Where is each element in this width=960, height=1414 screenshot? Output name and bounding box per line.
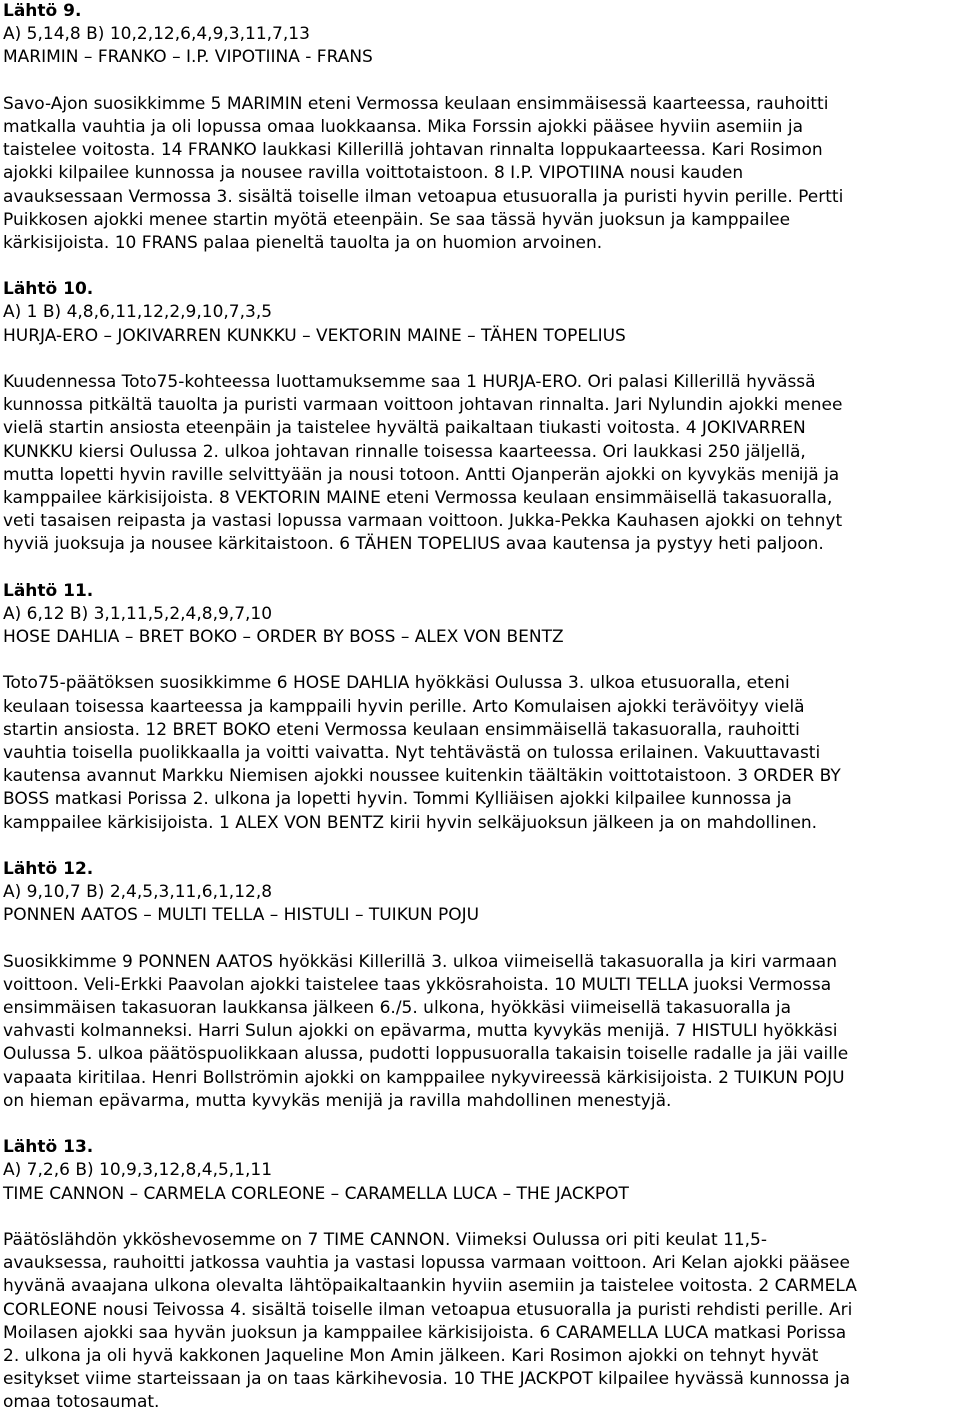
race-text-line: ajokki kilpailee kunnossa ja nousee ravilla voittotaistoon. 8 I.P. VIPOTIINA nousi kauden [3,163,744,184]
race-text-line: avauksessaan Vermossa 3. sisältä toiselle ilman vetoapua etusuoralla ja puristi hyvin perille. Pertti [3,186,844,207]
race-text-line: kärkisijoista. 10 FRANS palaa pieneltä tauolta ja on huomion arvoinen. [3,232,603,253]
race-text-line: vielä startin ansiosta eteenpäin ja taistelee hyvältä paikaltaan tiukasti voitosta. 4 JOKIVARREN [3,418,806,439]
race-text-line: on hieman epävarma, mutta kyvykäs menijä ja ravilla mahdollinen menestyjä. [3,1090,672,1111]
spacer [3,348,957,371]
race-text-line: Savo-Ajon suosikkimme 5 MARIMIN eteni Vermossa keulaan ensimmäisessä kaarteessa, rauhoitti [3,93,829,114]
race-text-line: Kuudennessa Toto75-kohteessa luottamuksemme saa 1 HURJA-ERO. Ori palasi Killerillä hyvässä [3,372,816,392]
race-section-11 [3,580,957,858]
spacer [3,70,957,93]
race-section-10 [3,278,957,579]
race-text-line: keulaan toisessa kaarteessa ja kamppaili hyvin perille. Arto Komulaisen ajokki terävöityy vielä [3,696,805,717]
race-picks: A) 1 B) 4,8,6,11,12,2,9,10,7,3,5 [3,302,273,323]
race-text-line: esitykset viime starteissaan ja on taas kärkihevosia. 10 THE JACKPOT kilpailee hyvässä kunnossa ja [3,1369,851,1390]
spacer [3,835,957,858]
race-section-9 [3,0,957,278]
race-text-line: kamppailee kärkisijoista. 1 ALEX VON BENTZ kirii hyvin selkäjuoksun jälkeen ja on mahdollinen. [3,812,818,833]
race-text-line: kunnossa pitkältä tauolta ja puristi varmaan voittoon johtavan rinnalta. Jari Nylundin ajokki menee [3,395,843,416]
race-section-13 [3,1136,957,1414]
race-horses: MARIMIN – FRANKO – I.P. VIPOTIINA - FRANS [3,47,373,68]
race-heading: Lähtö 9. [3,1,82,21]
race-text-line: vahvasti kolmanneksi. Harri Sulun ajokki on epävarma, mutta kyvykäs menijä. 7 HISTULI hyökkäsi [3,1021,838,1042]
race-horses: TIME CANNON – CARMELA CORLEONE – CARAMELLA LUCA – THE JACKPOT [3,1183,629,1204]
race-text-line: Päätöslähdön ykköshevosemme on 7 TIME CANNON. Viimeksi Oulussa ori piti keulat 11,5- [3,1229,768,1250]
race-text-line: startin ansiosta. 12 BRET BOKO eteni Vermossa keulaan ensimmäisellä takasuoralla, rauhoitti [3,719,800,740]
spacer [3,557,957,580]
race-text-line: matkalla vauhtia ja oli lopussa omaa luokkaansa. Mika Forssin ajokki pääsee hyviin asemiin ja [3,116,803,137]
race-text-line: veti tasaisen reipasta ja vastasi lopussa varmaan voittoon. Jukka-Pekka Kauhasen ajokki on tehnyt [3,511,843,532]
race-text-line: avauksessa, rauhoitti jatkossa vauhtia ja vastasi lopussa varmaan voittoon. Ari Kelan ajokki pääsee [3,1253,850,1274]
race-text-line: Puikkosen ajokki menee startin myötä eteenpäin. Se saa tässä hyvän juoksun ja kamppailee [3,209,791,230]
race-text-line: vauhtia toisella puolikkaalla ja voitti vaivatta. Nyt tehtävästä on tulossa erilainen. Vakuuttavasti [3,743,821,763]
spacer [3,928,957,951]
race-text-line: mutta lopetti hyvin raville selvittyään ja nousi totoon. Antti Ojanperän ajokki on kyvykäs menijä ja [3,464,840,485]
race-text-line: Moilasen ajokki saa hyvän juoksun ja kamppailee kärkisijoista. 6 CARAMELLA LUCA matkasi Porissa [3,1322,847,1343]
race-horses: HURJA-ERO – JOKIVARREN KUNKKU – VEKTORIN MAINE – TÄHEN TOPELIUS [3,325,626,346]
race-text-line: omaa totosaumat. [3,1392,160,1413]
race-text-line: Suosikkimme 9 PONNEN AATOS hyökkäsi Killerillä 3. ulkoa viimeisellä takasuoralla ja kiri varmaan [3,951,837,972]
race-text-line: Oulussa 5. ulkoa päätöspuolikkaan alussa, pudotti loppusuoralla takaisin toiselle radalle ja jäi vaille [3,1044,849,1065]
race-heading: Lähtö 13. [3,1137,94,1158]
race-text-line: CORLEONE nousi Teivossa 4. sisältä toiselle ilman vetoapua etusuoralla ja puristi rehdisti perille. Ari [3,1299,853,1320]
race-text-line: hyviä juoksuja ja nousee kärkitaistoon. 6 TÄHEN TOPELIUS avaa kautensa ja pystyy heti paljoon. [3,534,824,555]
race-text-line: voittoon. Veli-Erkki Paavolan ajokki taistelee taas ykkösrahoista. 10 MULTI TELLA juoksi Vermossa [3,974,832,995]
race-heading: Lähtö 11. [3,580,94,601]
race-horses: PONNEN AATOS – MULTI TELLA – HISTULI – TUIKUN POJU [3,905,480,926]
race-text-line: vapaata kiritilaa. Henri Bollströmin ajokki on kamppailee nykyvireessä kärkisijoista. 2 TUIKUN POJU [3,1067,845,1088]
race-text-line: kamppailee kärkisijoista. 8 VEKTORIN MAINE eteni Vermossa keulaan ensimmäisellä takasuoralla, [3,487,833,508]
race-picks: A) 7,2,6 B) 10,9,3,12,8,4,5,1,11 [3,1160,273,1181]
race-heading: Lähtö 12. [3,858,94,879]
race-text-line: 2. ulkona ja oli hyvä kakkonen Jaqueline Mon Amin jälkeen. Kari Rosimon ajokki on tehnyt hyvät [3,1345,819,1366]
race-text-line: kautensa avannut Markku Niemisen ajokki noussee kuitenkin täältäkin voittotaistoon. 3 ORDER BY [3,766,841,787]
race-heading: Lähtö 10. [3,279,94,300]
race-text-line: Toto75-päätöksen suosikkimme 6 HOSE DAHLIA hyökkäsi Oulussa 3. ulkoa etusuoralla, eteni [3,673,790,694]
race-text-line: taistelee voitosta. 14 FRANKO laukkasi Killerillä johtavan rinnalta loppukaarteessa. Kari Rosimon [3,140,823,161]
race-text-line: ensimmäisen takasuoran laukkansa jälkeen 6./5. ulkona, hyökkäsi viimeisellä takasuoralla ja [3,998,792,1019]
race-section-12 [3,858,957,1136]
race-horses: HOSE DAHLIA – BRET BOKO – ORDER BY BOSS – ALEX VON BENTZ [3,627,564,648]
race-picks: A) 9,10,7 B) 2,4,5,3,11,6,1,12,8 [3,882,273,903]
race-text-line: hyvänä avaajana ulkona olevalta lähtöpaikaltaankin hyviin asemiin ja taistelee voitosta. 2 CARMELA [3,1276,857,1297]
spacer [3,1206,957,1229]
race-text-line: BOSS matkasi Porissa 2. ulkona ja lopetti hyvin. Tommi Kylliäisen ajokki kilpailee kunnossa ja [3,789,792,810]
spacer [3,649,957,672]
race-picks: A) 6,12 B) 3,1,11,5,2,4,8,9,7,10 [3,603,273,624]
spacer [3,1113,957,1136]
race-picks: A) 5,14,8 B) 10,2,12,6,4,9,3,11,7,13 [3,24,310,45]
race-text-line: KUNKKU kiersi Oulussa 2. ulkoa johtavan rinnalle toisessa kaarteessa. Ori laukkasi 250 jäljellä, [3,441,806,462]
spacer [3,255,957,278]
